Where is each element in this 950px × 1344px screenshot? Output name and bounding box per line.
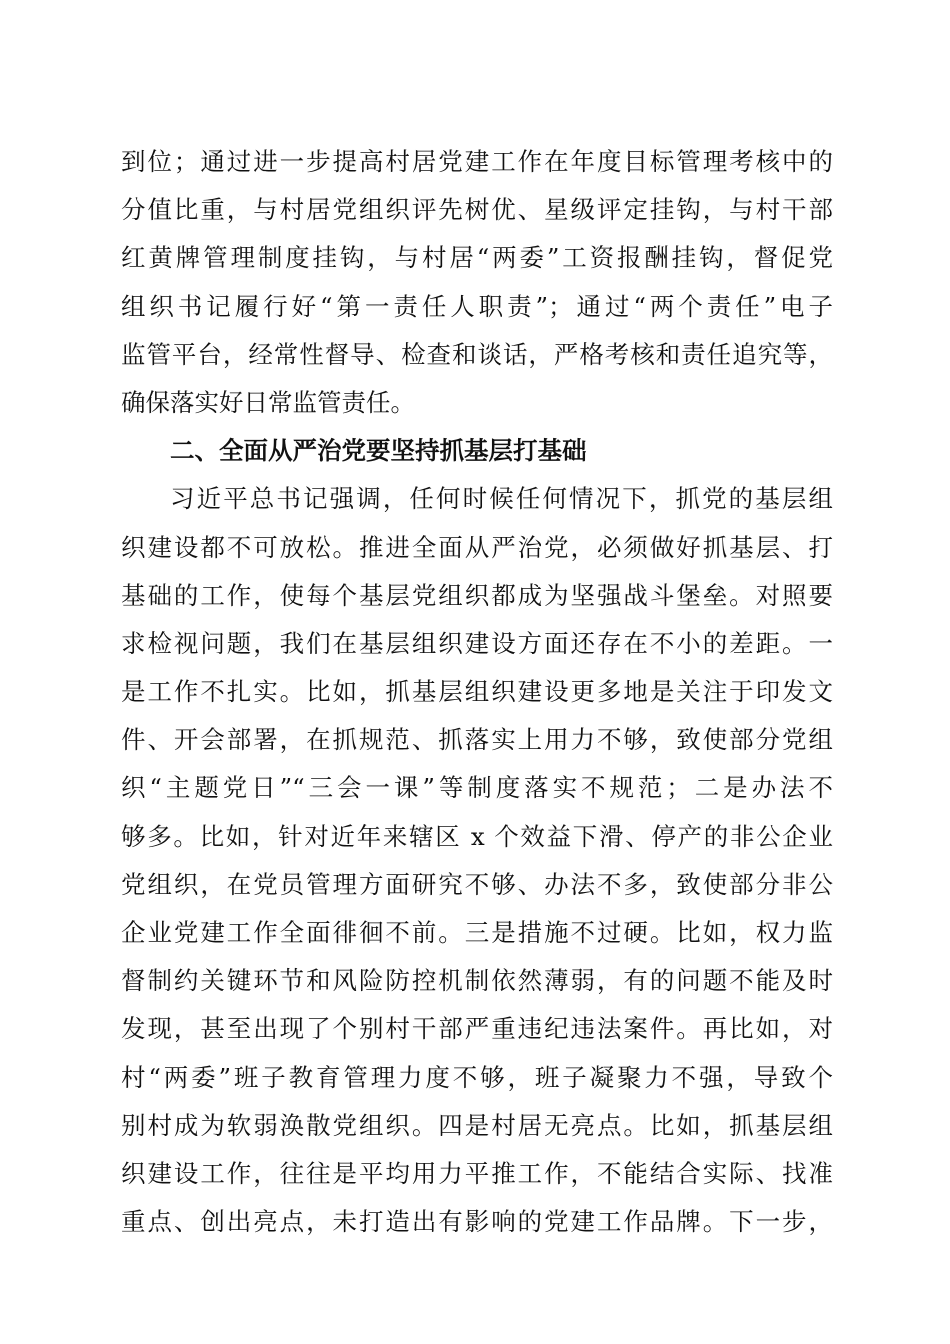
- paragraph2-line: 督制约关键环节和风险防控机制依然薄弱，有的问题不能及时: [121, 966, 833, 996]
- paragraph2-line: 别村成为软弱涣散党组织。四是村居无亮点。比如，抓基层组: [121, 1110, 833, 1140]
- paragraph1-line: 组织书记履行好“第一责任人职责”；通过“两个责任”电子: [121, 291, 833, 321]
- paragraph2-line: 发现，甚至出现了个别村干部严重违纪违法案件。再比如，对: [121, 1014, 833, 1044]
- paragraph2-line: 织建设工作，往往是平均用力平推工作，不能结合实际、找准: [121, 1158, 833, 1188]
- paragraph1-line: 确保落实好日常监管责任。: [121, 387, 415, 417]
- paragraph2-line: 件、开会部署，在抓规范、抓落实上用力不够，致使部分党组: [121, 725, 833, 755]
- paragraph2-line: 企业党建工作全面徘徊不前。三是措施不过硬。比如，权力监: [121, 918, 833, 947]
- paragraph2-line: 织“主题党日”“三会一课”等制度落实不规范；二是办法不: [121, 773, 833, 803]
- paragraph2-line: 习近平总书记强调，任何时候任何情况下，抓党的基层组: [170, 484, 833, 514]
- paragraph2-line: 织建设都不可放松。推进全面从严治党，必须做好抓基层、打: [121, 532, 833, 562]
- paragraph2-line: 基础的工作，使每个基层党组织都成为坚强战斗堡垒。对照要: [121, 580, 833, 610]
- paragraph2-line: 村“两委”班子教育管理力度不够，班子凝聚力不强，导致个: [121, 1062, 833, 1092]
- paragraph2-line: 求检视问题，我们在基层组织建设方面还存在不小的差距。一: [121, 628, 833, 658]
- paragraph1-line: 监管平台，经常性督导、检查和谈话，严格考核和责任追究等，: [121, 339, 833, 369]
- body-text: [121, 138, 833, 1246]
- paragraph1-line: 红黄牌管理制度挂钩，与村居“两委”工资报酬挂钩，督促党: [121, 243, 833, 273]
- paragraph2-line: 是工作不扎实。比如，抓基层组织建设更多地是关注于印发文: [121, 677, 833, 707]
- section-heading: 二、全面从严治党要坚持抓基层打基础: [170, 436, 587, 466]
- paragraph1-line: 到位；通过进一步提高村居党建工作在年度目标管理考核中的: [121, 147, 833, 176]
- paragraph2-line: 重点、创出亮点，未打造出有影响的党建工作品牌。下一步，: [121, 1207, 833, 1237]
- paragraph1-line: 分值比重，与村居党组织评先树优、星级评定挂钩，与村干部: [121, 195, 833, 225]
- paragraph2-line: 党组织，在党员管理方面研究不够、办法不多，致使部分非公: [121, 869, 833, 899]
- paragraph2-line: 够多。比如，针对近年来辖区 x 个效益下滑、停产的非公企业: [121, 821, 833, 851]
